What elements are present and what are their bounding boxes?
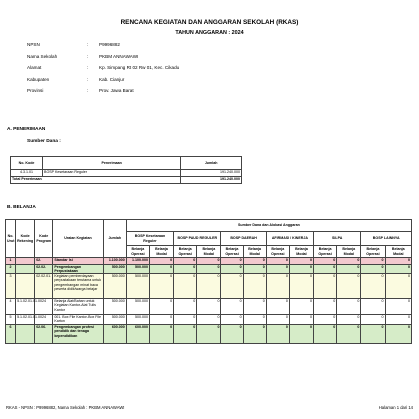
cell-kode-program: 02.06. <box>35 325 53 344</box>
cell-belanja-modal: 0 <box>197 274 221 299</box>
cell-belanja-modal: 0 <box>243 258 266 265</box>
cell-belanja-operasi: 0 <box>266 258 289 265</box>
footer-page-number: Halaman 1 dari 14 <box>378 405 413 410</box>
info-row-npsn: NPSN : P9996882 <box>27 42 120 47</box>
cell-jumlah: 600.000 <box>103 325 126 344</box>
cell-belanja-modal: 0 <box>337 274 361 299</box>
footer-left: RKAS - NPSN : P9996882, Nama Sekolah : PKBM ANNAWAWI <box>6 405 125 410</box>
cell-belanja-modal: 0 <box>243 315 266 325</box>
cell-belanja-modal: 0 <box>385 325 411 344</box>
cell-belanja-modal: 0 <box>289 325 313 344</box>
cell-belanja-modal: 0 <box>337 265 361 274</box>
col-sumber-dana: Sumber Dana dan Alokasi Anggaran <box>126 220 411 232</box>
cell-kode: 4.3.1.01 <box>11 170 43 177</box>
info-row-provinsi: Provinsi : Prov. Jawa Barat <box>27 88 134 93</box>
cell-belanja-operasi: 0 <box>221 299 243 315</box>
table-row <box>11 170 242 177</box>
cell-belanja-operasi: 0 <box>314 265 337 274</box>
cell-belanja-modal: 0 <box>149 265 173 274</box>
table-row <box>6 315 412 325</box>
info-value: P9996882 <box>99 42 120 47</box>
col-belanja-modal: Belanja Modal <box>289 246 313 258</box>
cell-belanja-modal: 0 <box>243 274 266 299</box>
cell-kode-program: 02.02. <box>35 265 53 274</box>
cell-jumlah: 1.100.000 <box>103 258 126 265</box>
cell-uraian: Standar Isi <box>53 258 103 265</box>
cell-uraian: Belanja Alat/Bahan untuk Kegiatan Kantor-Alat Tulis Kantor <box>53 299 103 315</box>
cell-belanja-operasi: 500.000 <box>126 315 149 325</box>
cell-belanja-modal: 0 <box>149 315 173 325</box>
total-row <box>11 177 242 184</box>
col-belanja-operasi: Belanja Operasi <box>266 246 289 258</box>
info-row-kabupaten: Kabupaten : Kab. Cianjur <box>27 76 125 82</box>
cell-belanja-operasi: 0 <box>314 274 337 299</box>
cell-jumlah: 500.000 <box>103 265 126 274</box>
cell-belanja-operasi: 0 <box>266 299 289 315</box>
cell-belanja-operasi: 0 <box>361 258 385 265</box>
cell-belanja-modal: 0 <box>385 258 411 265</box>
cell-belanja-operasi: 0 <box>174 315 197 325</box>
cell-belanja-operasi: 0 <box>221 265 243 274</box>
col-source-bosp-paud: BOSP PAUD REGULER <box>174 232 221 246</box>
cell-kode-rekening <box>16 325 35 344</box>
table-row <box>6 299 412 315</box>
cell-belanja-operasi: 0 <box>314 299 337 315</box>
cell-belanja-operasi: 0 <box>361 265 385 274</box>
col-belanja-modal: Belanja Modal <box>243 246 266 258</box>
col-belanja-modal: Belanja Modal <box>385 246 411 258</box>
cell-belanja-operasi: 0 <box>314 315 337 325</box>
cell-belanja-modal: 0 <box>289 274 313 299</box>
col-jumlah: Jumlah <box>181 157 242 170</box>
cell-belanja-operasi: 0 <box>361 325 385 344</box>
cell-belanja-modal: 0 <box>385 274 411 299</box>
cell-kode-program: 02.02.01. <box>35 274 53 299</box>
col-source-afirmasi: AFIRMASI / KINERJA <box>266 232 313 246</box>
cell-belanja-modal: 0 <box>385 265 411 274</box>
col-belanja-operasi: Belanja Operasi <box>221 246 243 258</box>
table-row <box>6 265 412 274</box>
cell-uraian: Pengembangan profesi pendidik dan tenaga kependidikan <box>53 325 103 344</box>
cell-belanja-modal: 0 <box>149 258 173 265</box>
cell-belanja-operasi: 1.100.000 <box>126 258 149 265</box>
col-uraian: Uraian Kegiatan <box>53 220 103 258</box>
cell-no: 4 <box>6 299 16 315</box>
cell-belanja-operasi: 500.000 <box>126 299 149 315</box>
cell-belanja-operasi: 0 <box>174 299 197 315</box>
col-kode-program: Kode Program <box>35 220 53 258</box>
school-info <box>27 42 179 100</box>
total-value: 191.240.000 <box>181 177 242 184</box>
cell-belanja-modal: 0 <box>243 265 266 274</box>
col-source-bosp-daerah: BOSP DAERAH <box>221 232 266 246</box>
cell-jumlah: 500.000 <box>103 274 126 299</box>
cell-belanja-modal: 0 <box>289 258 313 265</box>
cell-belanja-modal: 0 <box>149 325 173 344</box>
cell-belanja-modal: 0 <box>243 325 266 344</box>
cell-kode-rekening <box>16 258 35 265</box>
cell-belanja-modal: 0 <box>197 265 221 274</box>
info-value: PKBM ANNAWAWI <box>99 53 139 59</box>
cell-uraian: 001. Box File Kantor-Box File Karton <box>53 315 103 325</box>
cell-belanja-operasi: 0 <box>314 325 337 344</box>
cell-belanja-operasi: 0 <box>174 325 197 344</box>
cell-belanja-operasi: 500.000 <box>126 265 149 274</box>
cell-belanja-modal: 0 <box>197 258 221 265</box>
table-row <box>6 274 412 299</box>
cell-kode-rekening: 5.1.02.01.01.0024 <box>16 299 35 315</box>
cell-belanja-modal: 0 <box>289 299 313 315</box>
cell-belanja-operasi: 600.000 <box>126 325 149 344</box>
cell-belanja-operasi: 0 <box>266 325 289 344</box>
cell-kode-program: 02. <box>35 258 53 265</box>
cell-no: 5 <box>6 315 16 325</box>
cell-uraian: Pengembangan Perpustakaan <box>53 265 103 274</box>
col-jumlah: Jumlah <box>103 220 126 258</box>
belanja-table <box>5 219 412 344</box>
cell-belanja-modal: 0 <box>197 325 221 344</box>
col-source-bosp-lainnya: BOSP LAINNYA <box>361 232 412 246</box>
cell-belanja-modal: 0 <box>197 315 221 325</box>
cell-belanja-operasi: 0 <box>174 274 197 299</box>
cell-belanja-operasi: 0 <box>221 325 243 344</box>
cell-belanja-operasi: 0 <box>174 265 197 274</box>
cell-belanja-modal: 0 <box>385 299 411 315</box>
info-label: Alamat <box>27 65 42 70</box>
cell-belanja-operasi: 0 <box>174 258 197 265</box>
report-subtitle: TAHUN ANGGARAN : 2024 <box>175 30 244 36</box>
info-label: Provinsi <box>27 88 44 93</box>
col-source-silpa: SILPA <box>314 232 361 246</box>
col-kode-rekening: Kode Rekening <box>16 220 35 258</box>
info-value: Kp. Simpang Rt 02 Rw 01, Kec. Cikadu <box>99 65 180 70</box>
cell-uraian: BOSP Kesetaraan Reguler <box>43 170 181 177</box>
cell-belanja-modal: 0 <box>337 325 361 344</box>
col-no-kode: No. Kode <box>11 157 43 170</box>
col-belanja-modal: Belanja Modal <box>149 246 173 258</box>
cell-belanja-modal: 0 <box>197 299 221 315</box>
cell-belanja-operasi: 0 <box>314 258 337 265</box>
table-row <box>6 258 412 265</box>
cell-no: 6 <box>6 325 16 344</box>
info-row-alamat: Alamat : Kp. Simpang Rt 02 Rw 01, Kec. Cikadu <box>27 65 180 70</box>
cell-belanja-modal: 0 <box>289 265 313 274</box>
cell-no: 3 <box>6 274 16 299</box>
cell-belanja-modal: 0 <box>149 299 173 315</box>
cell-belanja-operasi: 0 <box>361 274 385 299</box>
cell-uraian: Kegiatan pemberdayaan perpustakaan terutama untuk pengembangan minat baca peserta didik/warga belajar <box>53 274 103 299</box>
section-penerimaan-title: A. PENERIMAAN <box>7 127 46 132</box>
cell-kode-rekening: 5.1.02.01.01.0024 <box>16 315 35 325</box>
info-value: Prov. Jawa Barat <box>99 88 134 93</box>
cell-belanja-operasi: 500.000 <box>126 274 149 299</box>
col-belanja-operasi: Belanja Operasi <box>126 246 149 258</box>
info-label: Kabupaten <box>27 76 50 82</box>
cell-belanja-modal: 0 <box>243 299 266 315</box>
cell-no: 2 <box>6 265 16 274</box>
cell-jumlah: 500.000 <box>103 315 126 325</box>
cell-kode-rekening <box>16 274 35 299</box>
col-belanja-operasi: Belanja Operasi <box>314 246 337 258</box>
col-belanja-modal: Belanja Modal <box>197 246 221 258</box>
cell-belanja-modal: 0 <box>337 315 361 325</box>
cell-belanja-modal: 0 <box>149 274 173 299</box>
total-label: Total Penerimaan <box>11 177 181 184</box>
info-label: NPSN <box>27 42 40 47</box>
cell-belanja-operasi: 0 <box>361 299 385 315</box>
info-row-nama-sekolah: Nama Sekolah : PKBM ANNAWAWI <box>27 53 139 59</box>
cell-belanja-modal: 0 <box>337 299 361 315</box>
cell-belanja-operasi: 0 <box>266 265 289 274</box>
col-belanja-operasi: Belanja Operasi <box>174 246 197 258</box>
cell-belanja-modal: 0 <box>385 315 411 325</box>
info-label: Nama Sekolah <box>27 53 58 59</box>
cell-jumlah: 191.240.000 <box>181 170 242 177</box>
cell-belanja-operasi: 0 <box>221 258 243 265</box>
col-belanja-modal: Belanja Modal <box>337 246 361 258</box>
info-value: Kab. Cianjur <box>99 76 125 82</box>
col-belanja-operasi: Belanja Operasi <box>361 246 385 258</box>
cell-jumlah: 500.000 <box>103 299 126 315</box>
cell-belanja-operasi: 0 <box>221 274 243 299</box>
cell-belanja-operasi: 0 <box>266 315 289 325</box>
belanja-body <box>6 258 412 344</box>
cell-belanja-operasi: 0 <box>266 274 289 299</box>
cell-belanja-modal: 0 <box>289 315 313 325</box>
penerimaan-table <box>10 156 242 184</box>
cell-kode-rekening <box>16 265 35 274</box>
report-title: RENCANA KEGIATAN DAN ANGGARAN SEKOLAH (RKAS) <box>120 19 299 26</box>
sumber-dana-label: Sumber Dana : <box>27 139 61 144</box>
table-row <box>6 325 412 344</box>
cell-no: 1 <box>6 258 16 265</box>
cell-belanja-operasi: 0 <box>221 315 243 325</box>
col-no-urut: No. Urut <box>6 220 16 258</box>
cell-belanja-modal: 0 <box>337 258 361 265</box>
col-penerimaan: Penerimaan <box>43 157 181 170</box>
cell-belanja-operasi: 0 <box>361 315 385 325</box>
section-belanja-title: B. BELANJA <box>7 205 36 210</box>
col-source-bosp-kesetaraan: BOSP Kesetaraan Reguler <box>126 232 173 246</box>
